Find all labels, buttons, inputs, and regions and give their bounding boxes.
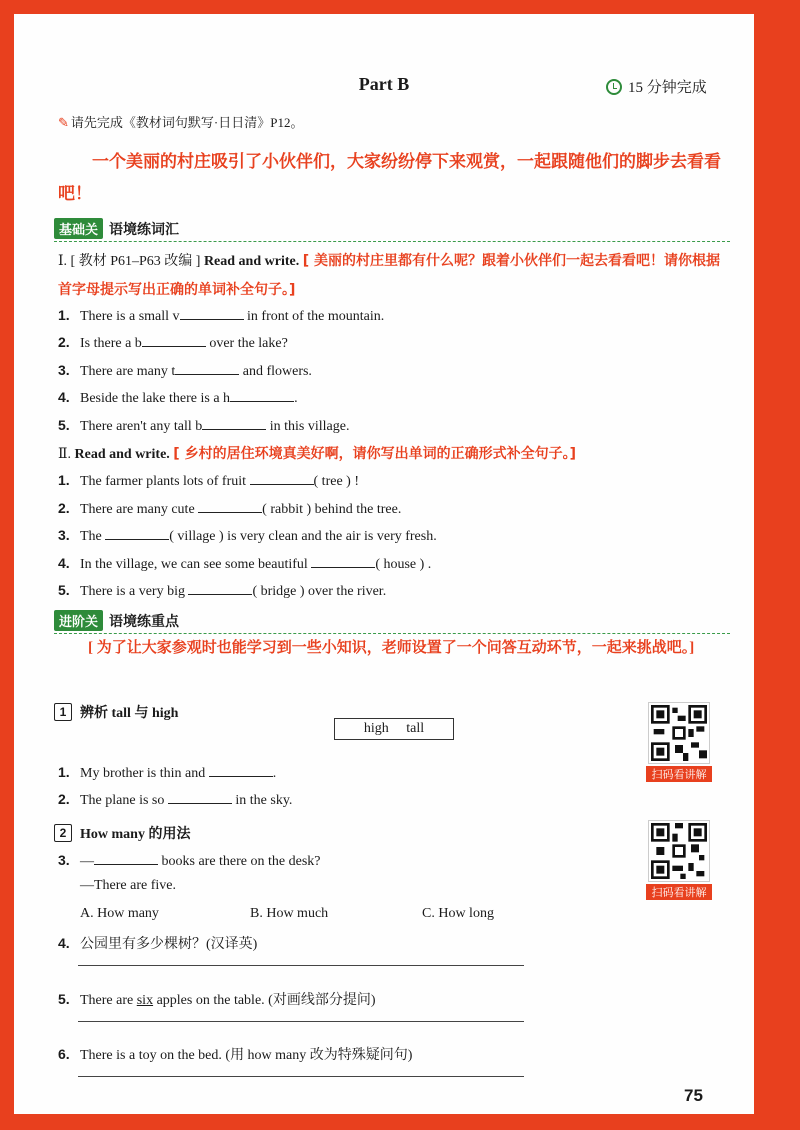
timer-text: 15 分钟完成 <box>628 80 707 96</box>
question-row: 4. 公园里有多少棵树？(汉译英) <box>58 935 258 952</box>
question-row: 1. There is a small v in front of the mountain. <box>58 307 385 324</box>
basic-title: 语境练词汇 <box>109 222 180 238</box>
answer-blank[interactable] <box>175 362 239 375</box>
answer-blank[interactable] <box>311 555 375 568</box>
part1-heading <box>58 247 730 305</box>
part2-prefix: Ⅱ. <box>58 447 72 462</box>
page-title: Part B <box>358 74 410 94</box>
part2-instruction: [ 乡村的居住环境真美好啊，请你写出单词的正确形式补全句子。] <box>173 446 576 462</box>
part1-instruction: [ 美丽的村庄里都有什么呢？跟着小伙伴们一起去看看吧！请你根据首字母提示写出正确的单词补全句子。] <box>58 253 720 298</box>
intro-paragraph: 一个美丽的村庄吸引了小伙伴们，大家纷纷停下来观赏，一起跟随他们的脚步去看看吧！ <box>58 152 721 203</box>
basic-tag: 基础关 <box>54 218 103 239</box>
answer-blank[interactable] <box>105 527 169 540</box>
question-row: 1. My brother is thin and . <box>58 764 277 781</box>
answer-blank[interactable] <box>209 764 273 777</box>
question-row: 2. The plane is so in the sky. <box>58 791 293 808</box>
advanced-section-header <box>54 610 730 634</box>
underlined-word: six <box>136 993 154 1008</box>
timer-label <box>606 76 707 97</box>
prerequisite-note <box>58 112 303 131</box>
question-row: 4. In the village, we can see some beautiful ( house ) . <box>58 555 432 572</box>
answer-blank[interactable] <box>250 472 314 485</box>
question-row: 5. There aren't any tall b in this village. <box>58 417 350 434</box>
workbook-page <box>14 14 754 1114</box>
answer-blank[interactable] <box>202 417 266 430</box>
question-row: 3. There are many t and flowers. <box>58 362 312 379</box>
qr-label: 扫码看讲解 <box>646 766 712 782</box>
answer-blank[interactable] <box>168 791 232 804</box>
answer-blank[interactable] <box>188 582 252 595</box>
point1-title: 辨析 tall 与 high <box>80 706 179 721</box>
qr-code-icon <box>648 820 710 882</box>
point2-number: 2 <box>54 824 72 842</box>
option-c[interactable]: C. How long <box>422 906 494 921</box>
question-row: 3. — books are there on the desk? <box>58 852 321 869</box>
question-row: 5. There are six apples on the table. (对画线部分提问) <box>58 991 376 1008</box>
qr-code-icon <box>648 702 710 764</box>
part1-prefix: Ⅰ. [ 教材 P61–P63 改编 ] <box>58 254 201 269</box>
question-row: 5. There is a very big ( bridge ) over the river. <box>58 582 387 599</box>
word-bank: high tall <box>334 718 454 740</box>
option-a[interactable]: A. How many <box>80 906 159 921</box>
qr-label: 扫码看讲解 <box>646 884 712 900</box>
answer-blank[interactable] <box>180 307 244 320</box>
page-number: 75 <box>684 1086 703 1105</box>
answer-line[interactable] <box>78 1076 524 1077</box>
clock-icon <box>606 79 622 95</box>
part2-heading <box>58 440 730 469</box>
part1-title: Read and write. <box>203 254 300 269</box>
answer-blank[interactable] <box>142 334 206 347</box>
answer-blank[interactable] <box>230 389 294 402</box>
point2-title: How many 的用法 <box>80 827 191 842</box>
part2-title: Read and write. <box>74 447 170 462</box>
question-row: 1. The farmer plants lots of fruit ( tree ) ! <box>58 472 359 489</box>
answer-blank[interactable] <box>198 500 262 513</box>
question-row: 2. Is there a b over the lake? <box>58 334 288 351</box>
answer-blank[interactable] <box>94 852 158 865</box>
option-b[interactable]: B. How much <box>250 906 329 921</box>
advanced-instruction: [ 为了让大家参观时也能学习到一些小知识，老师设置了一个问答互动环节，一起来挑战吧。] <box>88 640 695 656</box>
answer-line[interactable] <box>78 965 524 966</box>
basic-section-header <box>54 218 730 242</box>
advanced-tag: 进阶关 <box>54 610 103 631</box>
question-row: 4. Beside the lake there is a h . <box>58 389 298 406</box>
question-row: 6. There is a toy on the bed. (用 how many 改为特殊疑问句) <box>58 1046 413 1063</box>
pencil-icon: ✎ <box>58 115 69 130</box>
note-text: 请先完成《教材词句默写·日日清》P12。 <box>70 115 304 130</box>
dialogue-answer: —There are five. <box>80 878 176 893</box>
advanced-title: 语境练重点 <box>109 614 180 630</box>
point2-heading <box>54 823 190 843</box>
question-row: 2. There are many cute ( rabbit ) behind the tree. <box>58 500 402 517</box>
question-row: 3. The ( village ) is very clean and the air is very fresh. <box>58 527 437 544</box>
qr-code-1[interactable] <box>646 702 712 782</box>
point1-number: 1 <box>54 703 72 721</box>
answer-line[interactable] <box>78 1021 524 1022</box>
point1-heading <box>54 702 178 722</box>
qr-code-2[interactable] <box>646 820 712 900</box>
